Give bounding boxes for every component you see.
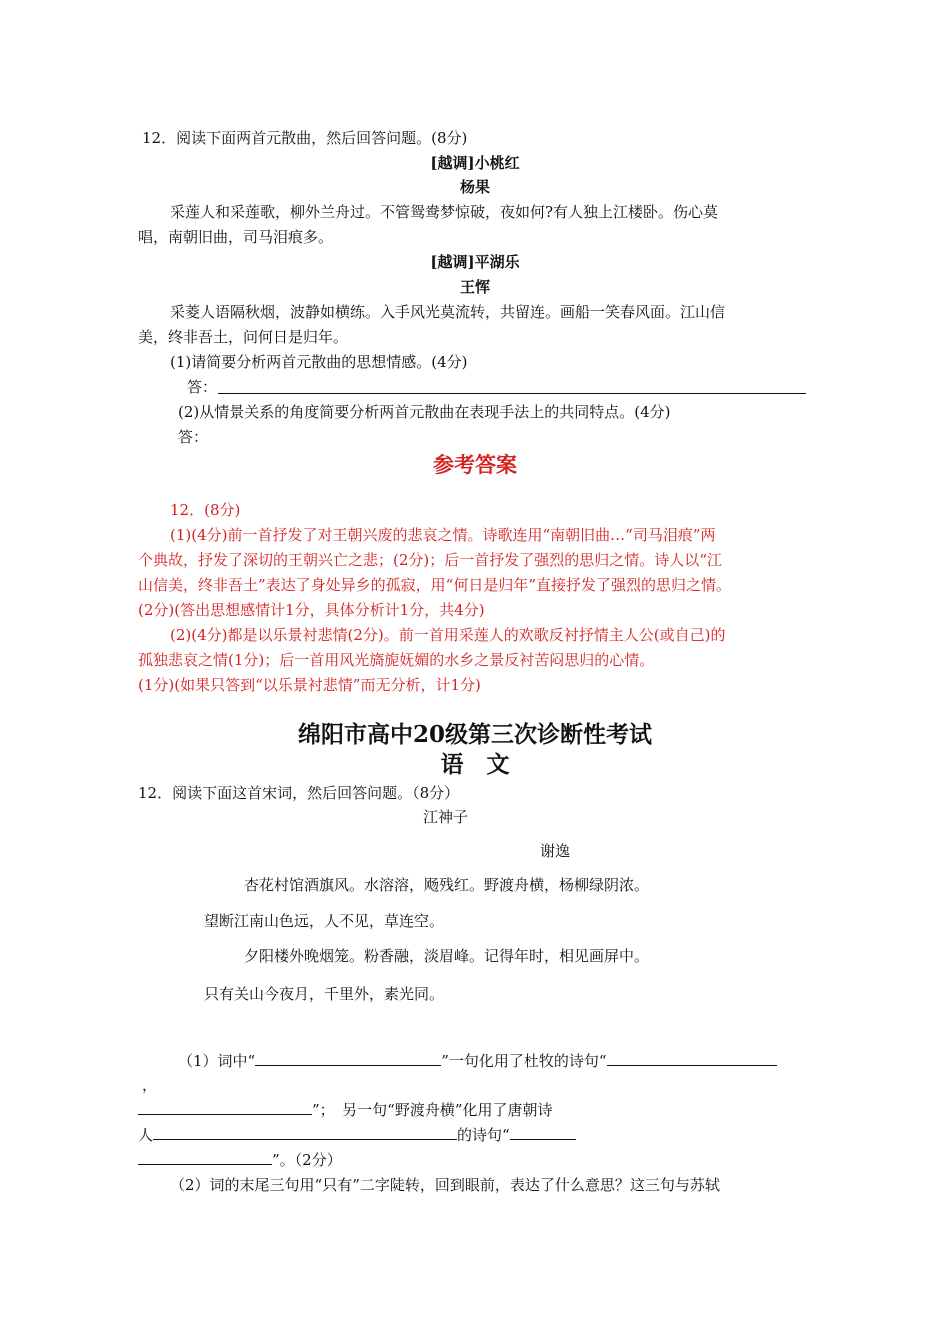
blank-line-1[interactable] xyxy=(255,1051,441,1066)
poem-title: 江神子 xyxy=(423,808,469,826)
poem-line-1: 杏花村馆酒旗风。水溶溶，飏残红。野渡舟横，杨柳绿阴浓。 xyxy=(244,876,650,894)
poem1-author: 杨果 xyxy=(459,178,490,196)
answer-2-line1: (2)(4分)都是以乐景衬悲情(2分)。前一首用采莲人的欢歌反衬抒情主人公(或自己)的 xyxy=(170,626,726,644)
answers-heading: 参考答案 xyxy=(433,452,517,477)
fill-question-1-row1 xyxy=(178,1051,777,1071)
fill-question-1-row4 xyxy=(138,1150,342,1170)
answer-line-1[interactable] xyxy=(218,393,806,394)
blank-line-3[interactable] xyxy=(138,1100,312,1115)
answer-2-line3: (1分)(如果只答到“以乐景衬悲情”而无分析，计1分) xyxy=(138,676,481,694)
poem2-text-line2: 美，终非吾土，问何日是归年。 xyxy=(138,328,349,346)
q1-text-a: （1）词中“ xyxy=(178,1052,256,1070)
answer-label-1: 答： xyxy=(187,378,218,396)
answer-1-line4: (2分)(答出思想感情计1分，具体分析计1分，共4分) xyxy=(138,601,485,619)
q1-text-e: 的诗句“ xyxy=(457,1126,510,1144)
poem1-text-line1: 采莲人和采莲歌，柳外兰舟过。不管鸳鸯梦惊破，夜如何?有人独上江楼卧。伤心莫 xyxy=(170,203,719,221)
blank-line-5[interactable] xyxy=(510,1125,576,1140)
q1-text-c: ”； 另一句“野渡舟横”化用了唐朝诗 xyxy=(312,1101,553,1119)
poem-line-2: 望断江南山色远，人不见，草连空。 xyxy=(204,912,445,930)
poem1-text-line2: 唱，南朝旧曲，司马泪痕多。 xyxy=(138,228,334,246)
exam-title: 绵阳市高中20级第三次诊断性考试 xyxy=(297,721,652,748)
q1-text-b: ”一句化用了杜牧的诗句“ xyxy=(441,1052,607,1070)
answer-1-line1: (1)(4分)前一首抒发了对王朝兴废的悲哀之情。诗歌连用“南朝旧曲…“司马泪痕”两 xyxy=(170,526,716,544)
sub-question-1: (1)请简要分析两首元散曲的思想情感。(4分) xyxy=(170,353,468,371)
poem2-text-line1: 采菱人语隔秋烟，波静如横练。入手风光莫流转，共留连。画船一笑春风面。江山信 xyxy=(170,303,726,321)
blank-line-2[interactable] xyxy=(607,1051,777,1066)
fill-question-1-row3 xyxy=(138,1125,576,1145)
question-12-prompt: 12．阅读下面两首元散曲，然后回答问题。(8分) xyxy=(142,129,468,147)
poem-line-4: 只有关山今夜月，千里外，素光同。 xyxy=(204,985,445,1003)
answer-2-line2: 孤独悲哀之情(1分)；后一首用风光旖旎妩媚的水乡之景反衬苦闷思归的心情。 xyxy=(138,651,655,669)
poem2-title: [越调]平湖乐 xyxy=(430,253,520,271)
fill-question-1-row2 xyxy=(138,1100,553,1120)
answers-question-number: 12．(8分) xyxy=(170,501,241,519)
poem-line-3: 夕阳楼外晚烟笼。粉香融，淡眉峰。记得年时，相见画屏中。 xyxy=(244,947,650,965)
blank-line-6[interactable] xyxy=(138,1150,272,1165)
exam-subject: 语 文 xyxy=(440,751,510,778)
sub-question-2: (2)从情景关系的角度简要分析两首元散曲在表现手法上的共同特点。(4分) xyxy=(178,403,671,421)
q1-comma: ， xyxy=(142,1076,158,1094)
question-12-prompt-2: 12．阅读下面这首宋词，然后回答问题。（8分） xyxy=(138,784,460,802)
poem1-title: [越调]小桃红 xyxy=(430,154,520,172)
poem-author: 谢逸 xyxy=(540,842,571,860)
answer-1-line3: 山信美，终非吾土”表达了身处异乡的孤寂，用“何日是归年”直接抒发了强烈的思归之情。 xyxy=(138,576,732,594)
answer-1-line2: 个典故，抒发了深切的王朝兴亡之悲；(2分)；后一首抒发了强烈的思归之情。诗人以“江 xyxy=(138,551,722,569)
poem2-author: 王恽 xyxy=(459,278,490,296)
q1-text-f: ”。（2分） xyxy=(272,1151,342,1169)
blank-line-4[interactable] xyxy=(153,1125,457,1140)
q1-text-d: 人 xyxy=(138,1126,154,1144)
answer-label-2: 答： xyxy=(178,428,209,446)
sub-question-2-second: （2）词的末尾三句用“只有”二字陡转，回到眼前，表达了什么意思？这三句与苏轼 xyxy=(170,1176,720,1194)
